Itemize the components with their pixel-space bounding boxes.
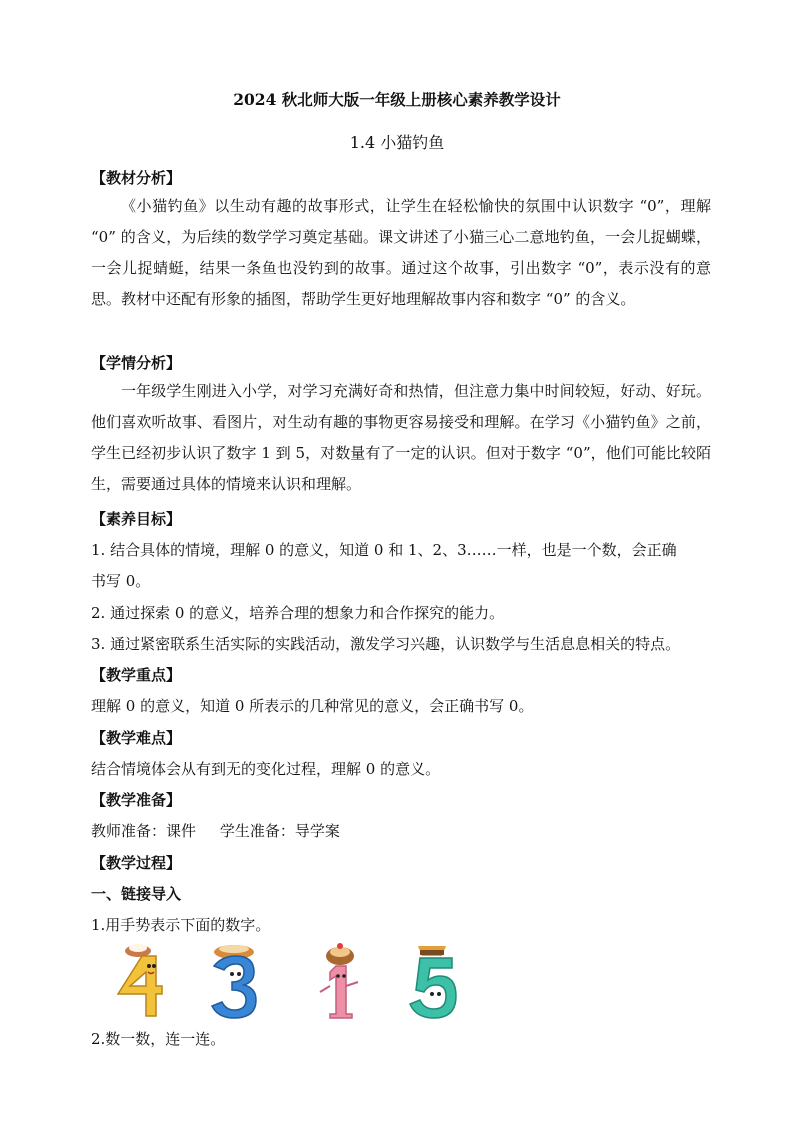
step-1-text: 1.用手势表示下面的数字。 (91, 916, 271, 934)
key-heading: 【教学重点】 (91, 666, 182, 684)
key-text: 理解 0 的意义，知道 0 所表示的几种常见的意义，会正确书写 0。 (91, 697, 534, 715)
material-paragraph: 《小猫钓鱼》以生动有趣的故事形式，让学生在轻松愉快的氛围中认识数字 “0”，理解 “0” 的含义，为后续的数学学习奠定基础。课文讲述了小猫三心二意地钓鱼，一会儿捉蝴蝶，一会儿捉蜻蜓，结果一条鱼也没钓到的故事。通过这个故事，引出数字 “0”，表示没有的意思。教材中还配有形象的插图，帮助学生更好地理解故事内容和数字 “0” 的含义。 (91, 197, 711, 308)
step-2-text: 2.数一数，连一连。 (91, 1030, 226, 1048)
goal-2: 2. 通过探索 0 的意义，培养合理的想象力和合作探究的能力。 (91, 604, 505, 622)
goals-heading: 【素养目标】 (91, 510, 182, 528)
difficulty-text: 结合情境体会从有到无的变化过程，理解 0 的意义。 (91, 760, 441, 778)
number-three-image (204, 942, 264, 1022)
lesson-title: 1.4 小猫钓鱼 (349, 133, 445, 152)
document-title: 2024 秋北师大版一年级上册核心素养教学设计 (233, 90, 561, 109)
number-four-image (108, 942, 168, 1022)
preparation-text: 教师准备：课件 学生准备：导学案 (91, 822, 340, 840)
material-heading: 【教材分析】 (91, 169, 182, 187)
preparation-heading: 【教学准备】 (91, 791, 182, 809)
goal-3: 3. 通过紧密联系生活实际的实践活动，激发学习兴趣，认识数学与生活息息相关的特点。 (91, 635, 681, 653)
process-heading: 【教学过程】 (91, 854, 182, 872)
students-heading: 【学情分析】 (91, 354, 182, 372)
intro-heading: 一、链接导入 (91, 885, 182, 903)
number-five-image (402, 942, 462, 1022)
goal-1-line-2: 书写 0。 (91, 572, 151, 590)
students-paragraph: 一年级学生刚进入小学，对学习充满好奇和热情，但注意力集中时间较短，好动、好玩。他们喜欢听故事、看图片，对生动有趣的事物更容易接受和理解。在学习《小猫钓鱼》之前，学生已经初步认识了数字 1 到 5，对数量有了一定的认识。但对于数字 “0”，他们可能比较陌生，需要通过具体的情境来认识和理解。 (91, 382, 711, 493)
difficulty-heading: 【教学难点】 (91, 729, 182, 747)
number-illustrations (100, 942, 460, 1022)
number-one-image (310, 942, 370, 1022)
goal-1-line-1: 1. 结合具体的情境，理解 0 的意义，知道 0 和 1、2、3……一样，也是一个数，会正确 (91, 541, 677, 559)
